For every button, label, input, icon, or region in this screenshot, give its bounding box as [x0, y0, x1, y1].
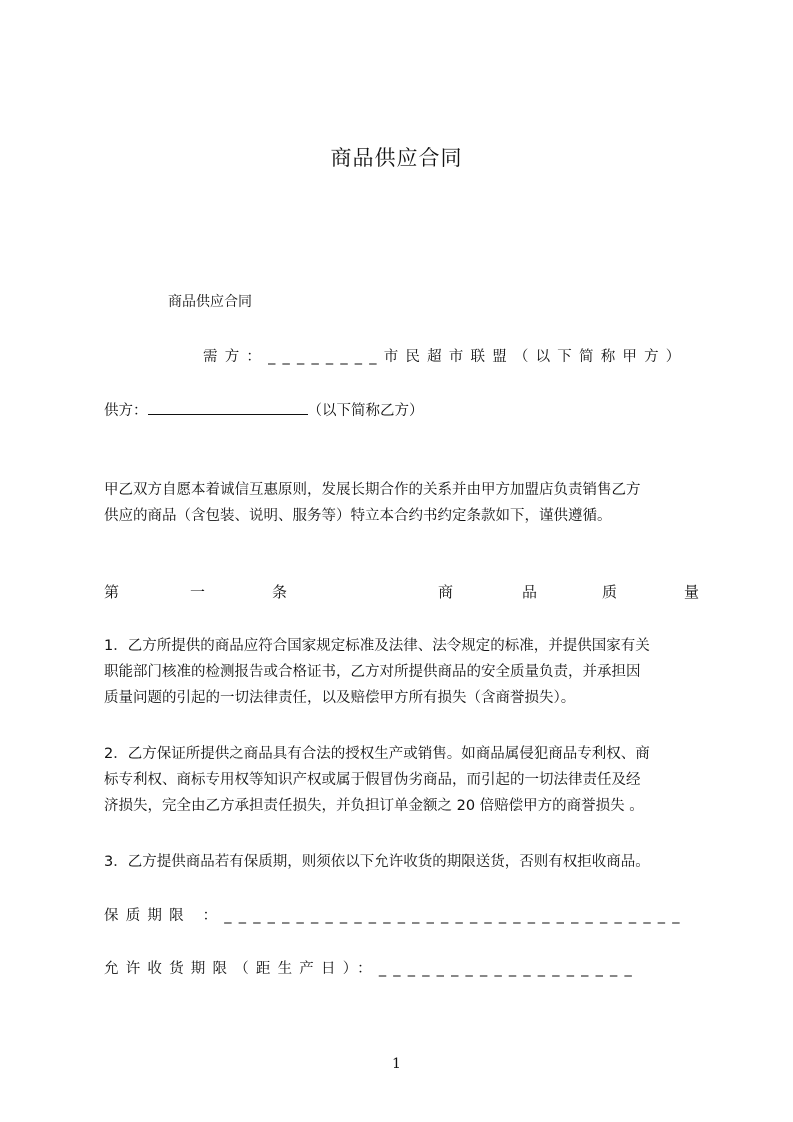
receiving-limit-line: 允许收货期限（距生产日）：__________________	[104, 961, 639, 977]
clause-line: 济损失，完全由乙方承担责任损失，并负担订单金额之 20 倍赔偿甲方的商誉损失 。	[104, 798, 644, 814]
article-heading-char: 量	[684, 583, 700, 601]
document-title: 商品供应合同	[330, 146, 463, 170]
supplier-name-blank	[148, 399, 308, 415]
clause-line: 2．乙方保证所提供之商品具有合法的授权生产或销售。如商品属侵犯商品专利权、商	[104, 746, 650, 762]
article-1-heading	[104, 581, 700, 605]
intro-line: 供应的商品（含包装、说明、服务等）特立本合约书约定条款如下，谨供遵循。	[104, 508, 612, 524]
article-heading-char: 条	[272, 583, 288, 601]
document-subtitle: 商品供应合同	[168, 294, 252, 310]
supplier-line	[104, 399, 704, 420]
intro-line: 甲乙双方自愿本着诚信互惠原则，发展长期合作的关系并由甲方加盟店负责销售乙方	[104, 482, 641, 498]
article-heading-char: 质	[602, 583, 618, 601]
article-heading-char: 一	[190, 583, 206, 601]
supplier-suffix: （以下简称乙方）	[307, 403, 424, 419]
article-heading-char: 品	[522, 583, 538, 601]
clause-line: 职能部门核准的检测报告或合格证书，乙方对所提供商品的安全质量负责，并承担因	[104, 664, 641, 680]
clause-line: 3．乙方提供商品若有保质期，则须依以下允许收货的期限送货，否则有权拒收商品。	[104, 854, 650, 870]
clause-line: 1．乙方所提供的商品应符合国家规定标准及法律、法令规定的标准，并提供国家有关	[104, 638, 650, 654]
intro-paragraph	[104, 477, 700, 529]
clause-1	[104, 633, 700, 711]
shelf-life-line: 保质期限 ：________________________________	[104, 908, 687, 924]
supplier-label: 供方：	[104, 403, 148, 419]
page-number: 1	[392, 1056, 401, 1072]
article-heading-char: 商	[438, 583, 454, 601]
buyer-line: 需方：________市民超市联盟（以下简称甲方）	[203, 349, 688, 365]
article-heading-char: 第	[104, 583, 120, 601]
clause-3	[104, 849, 700, 875]
clause-line: 标专利权、商标专用权等知识产权或属于假冒伪劣商品，而引起的一切法律责任及经	[104, 772, 641, 788]
clause-2	[104, 741, 700, 819]
clause-line: 质量问题的引起的一切法律责任，以及赔偿甲方所有损失（含商誉损失）。	[104, 690, 576, 706]
